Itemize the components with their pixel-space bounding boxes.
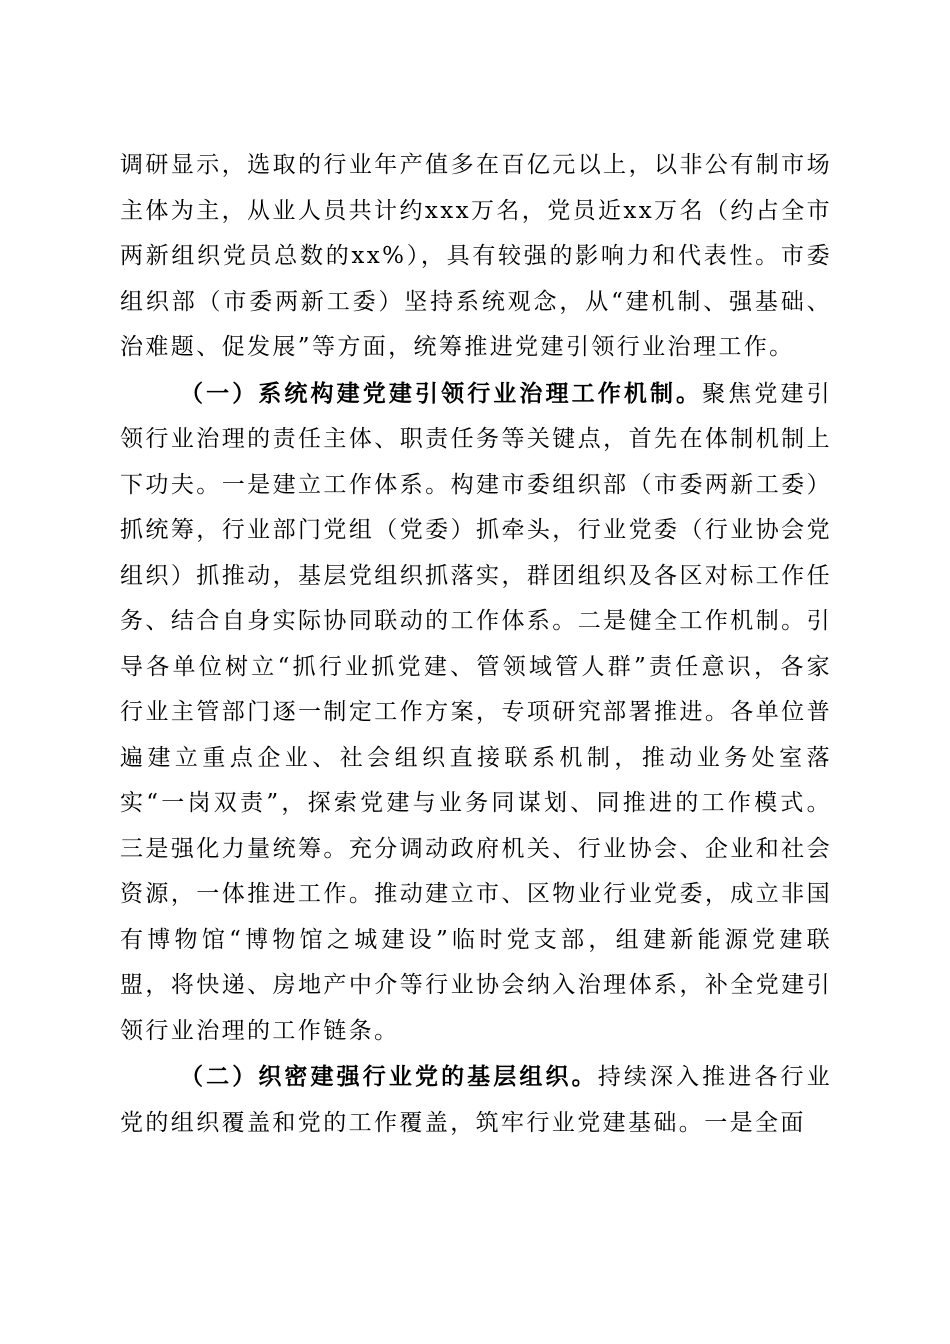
section-heading-2: （二）织密建强行业党的基层组织。 bbox=[180, 1063, 598, 1090]
paragraph-section-2 bbox=[120, 1054, 832, 1146]
paragraph-text: 调研显示，选取的行业年产值多在百亿元以上，以非公有制市场主体为主，从业人员共计约xxx万名，党员近xx万名（约占全市两新组织党员总数的xx%），具有较强的影响力和代表性。市委组织部（市委两新工委）坚持系统观念，从“建机制、强基础、治难题、促发展”等方面，统筹推进党建引领行业治理工作。 bbox=[120, 152, 832, 360]
paragraph-text: 持续深入推进各行业党的组织覆盖和党的工作覆盖，筑牢行业党建基础。一是全面 bbox=[120, 1064, 832, 1136]
paragraph-intro bbox=[120, 143, 832, 371]
paragraph-text: 聚焦党建引领行业治理的责任主体、职责任务等关键点，首先在体制机制上下功夫。一是建立工作体系。构建市委组织部（市委两新工委）抓统筹，行业部门党组（党委）抓牵头，行业党委（行业协会党组织）抓推动，基层党组织抓落实，群团组织及各区对标工作任务、结合自身实际协同联动的工作体系。二是健全工作机制。引导各单位树立“抓行业抓党建、管领域管人群”责任意识，各家行业主管部门逐一制定工作方案，专项研究部署推进。各单位普遍建立重点企业、社会组织直接联系机制，推动业务处室落实“一岗双责”，探索党建与业务同谋划、同推进的工作模式。三是强化力量统筹。充分调动政府机关、行业协会、企业和社会资源，一体推进工作。推动建立市、区物业行业党委，成立非国有博物馆“博物馆之城建设”临时党支部，组建新能源党建联盟，将快递、房地产中介等行业协会纳入治理体系，补全党建引领行业治理的工作链条。 bbox=[120, 380, 833, 1044]
document-body bbox=[120, 143, 832, 1146]
section-heading-1: （一）系统构建党建引领行业治理工作机制。 bbox=[180, 379, 703, 407]
paragraph-section-1 bbox=[120, 371, 832, 1055]
